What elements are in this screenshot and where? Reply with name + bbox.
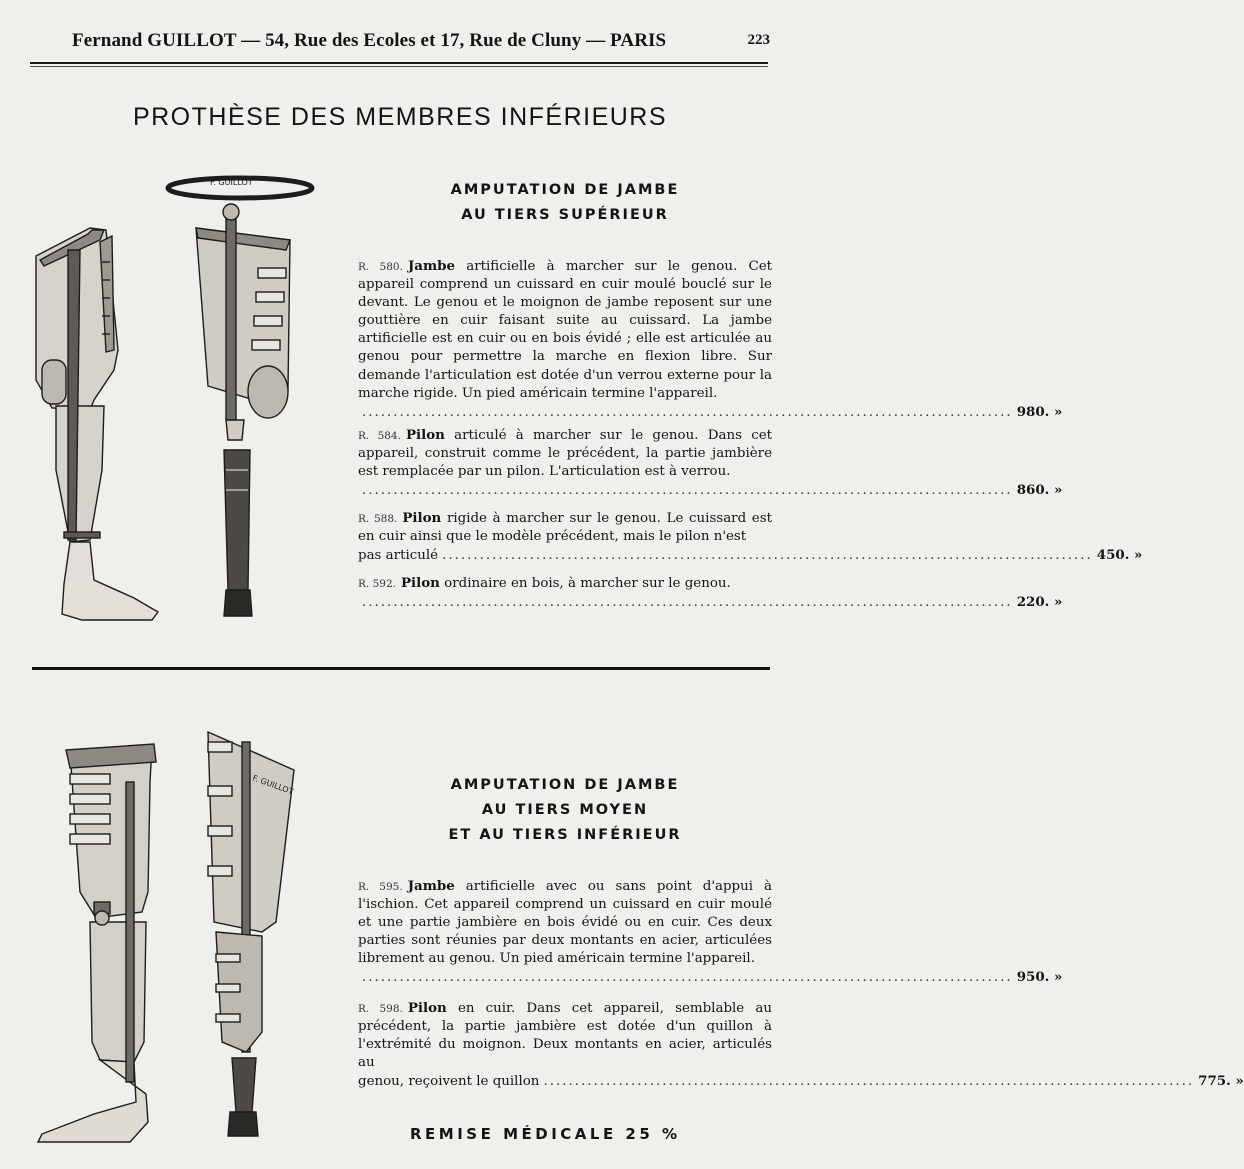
page-number: 223	[747, 32, 770, 48]
price-line: genou, reçoivent le quillon ........................................................................................................ 775. »	[358, 1072, 772, 1091]
item-price: 950. »	[1016, 969, 1063, 986]
item-description: rigide à marcher sur le genou. Le cuissard est en cuir ainsi que le modèle précédent, mais le pilon n'est	[358, 511, 772, 545]
item-price: 775. »	[1198, 1073, 1244, 1090]
item-description: en cuir. Dans cet appareil, semblable au précédent, la partie jambière est dotée d'un quillon à l'extrémité du moignon. Deux montants en acier, articulés au	[358, 1001, 772, 1071]
section-2-heading	[400, 773, 730, 848]
header-address: Fernand GUILLOT — 54, Rue des Ecoles et 17, Rue de Cluny — PARIS	[72, 30, 667, 51]
price-line: ........................................................................................................ 980. »	[362, 403, 1063, 420]
item-ref: R. 584.	[358, 430, 401, 442]
item-ref: R. 580.	[358, 261, 403, 273]
item-name: Jambe	[407, 258, 456, 274]
section-1-heading	[420, 178, 710, 228]
price-line: ........................................................................................................ 220. »	[362, 594, 1063, 611]
page-header	[30, 28, 770, 58]
item-name: Pilon	[405, 427, 445, 443]
section-divider	[32, 667, 770, 670]
item-description: articulé à marcher sur le genou. Dans cet appareil, construit comme le précédent, la partie jambière est remplacée par un pilon. L'articulation est à verrou.	[358, 428, 772, 480]
item-description: artificielle à marcher sur le genou. Cet appareil comprend un cuissard en cuir moulé bouclé sur le devant. Le genou et le moignon de jambe reposent sur une gouttière en cuir faisant suite au cuissard. La jambe artificielle est en cuir ou en bois évidé ; elle est articulée au genou pour permettre la marche en flexion libre. Sur demande l'articulation est dotée d'un verrou externe pour la marche rigide. Un pied américain termine l'appareil.	[358, 259, 772, 401]
item-name: Pilon	[407, 1000, 447, 1016]
item-price: 220. »	[1016, 594, 1063, 611]
price-line: pas articulé ........................................................................................................ 450. »	[358, 546, 772, 565]
price-line: ........................................................................................................ 860. »	[362, 482, 1063, 499]
footer-discount: REMISE MÉDICALE 25 %	[410, 1125, 681, 1143]
item-description: artificielle avec ou sans point d'appui à l'ischion. Cet appareil comprend un cuissard en cuir moulé et une partie jambière en bois évidé ou en cuir. Ces deux parties sont réunies par deux montants en acier, articulées librement au genou. Un pied américain termine l'appareil.	[358, 879, 772, 967]
catalog-item-r584	[358, 426, 1063, 500]
item-name: Pilon	[400, 575, 440, 591]
item-price: 450. »	[1096, 547, 1143, 564]
illustration-knee-prostheses	[30, 170, 330, 630]
artificial-leg-drawing	[36, 228, 158, 620]
section-2-heading-line-2: AU TIERS MOYEN	[481, 802, 649, 818]
item-ref: R. 588.	[358, 513, 398, 525]
section-2-heading-line-1: AMPUTATION DE JAMBE	[450, 777, 680, 793]
peg-leg-drawing-2	[208, 732, 295, 1136]
catalog-item-r580	[358, 257, 1063, 422]
illustration-leg-prostheses	[30, 722, 320, 1152]
item-ref: R. 595.	[358, 881, 403, 893]
section-1-heading-line-2: AU TIERS SUPÉRIEUR	[461, 207, 669, 223]
item-price: 980. »	[1016, 403, 1063, 420]
item-ref: R. 592.	[358, 578, 396, 590]
section-1-heading-line-1: AMPUTATION DE JAMBE	[450, 182, 680, 198]
peg-leg-drawing	[168, 178, 312, 616]
item-ref: R. 598.	[358, 1003, 403, 1015]
header-rule	[30, 62, 768, 64]
item-last-line: genou, reçoivent le quillon	[358, 1074, 540, 1090]
price-line: ........................................................................................................ 950. »	[362, 969, 1063, 986]
item-description: ordinaire en bois, à marcher sur le genou.	[444, 576, 731, 591]
artificial-leg-drawing-2	[38, 744, 156, 1142]
header-rule-thin	[30, 66, 768, 67]
catalog-item-r592	[358, 574, 1063, 612]
catalog-item-r588	[358, 509, 1143, 565]
item-price: 860. »	[1016, 482, 1063, 499]
catalog-item-r598	[358, 999, 1244, 1091]
section-2-heading-line-3: ET AU TIERS INFÉRIEUR	[448, 827, 682, 843]
item-name: Jambe	[407, 878, 455, 894]
catalog-item-r595	[358, 877, 1063, 988]
item-last-line: pas articulé	[358, 548, 439, 564]
engraving-maker-mark: F. GUILLOT	[210, 178, 253, 187]
page-title: PROTHÈSE DES MEMBRES INFÉRIEURS	[132, 103, 668, 131]
item-name: Pilon	[402, 510, 442, 526]
engraving-maker-mark-2: F. GUILLOT	[251, 773, 295, 797]
